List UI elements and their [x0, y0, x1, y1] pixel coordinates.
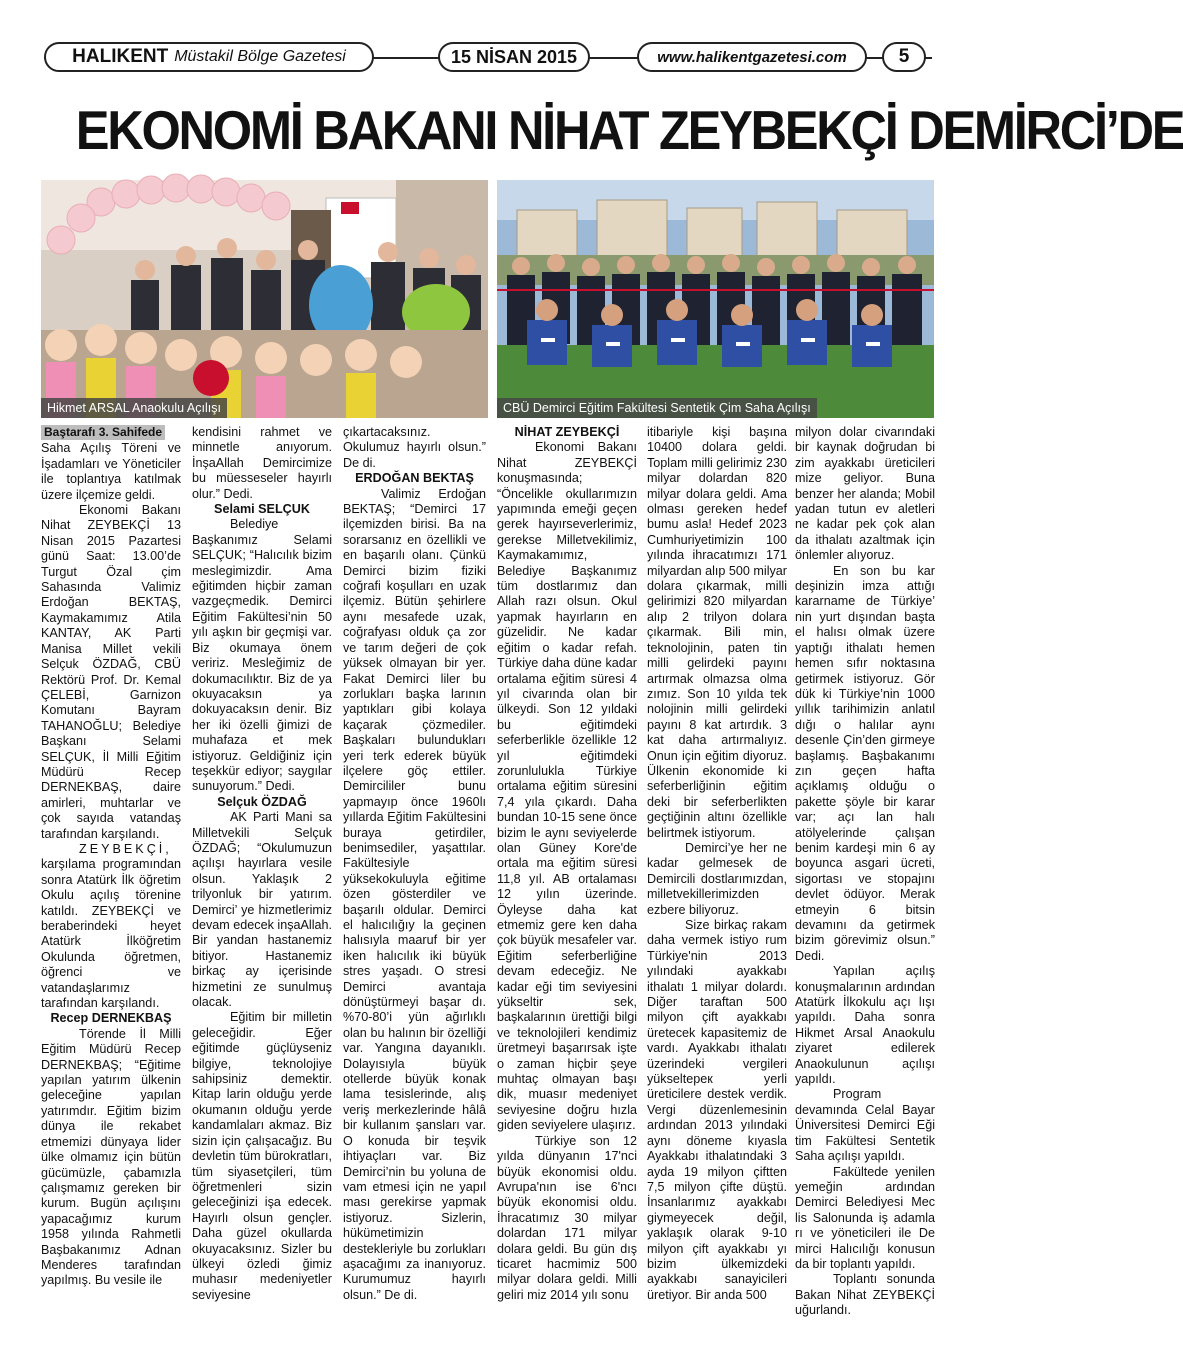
paragraph-text: karşılama programından sonra Atatürk İlk öğretim Okulu açılış törenine katıldı. ZEYBEKÇİ ve beraberindeki heyet Atatürk İlköğretim Okulunda öğretmen, öğrenci ve vatandaşlarımız tarafından karşılandı.: [41, 857, 181, 1011]
paragraph: Valimiz Erdoğan BEKTAŞ; “Demirci 17 ilçemizden birisi. Ba na sorarsanız en özellikli ve en başarılı olanı. Çünkü Demirci bizim fiziki coğrafi koşulları en uzak ilçemiz. Bütün şehirlere aynı mesafede uzak, coğrafyası olduk ça zor ve tarım değeri de çok yüksek olmayan bir yer. Fakat Demirci liler bu zorlukları başka larının yaptıkları gibi kolaya kaçarak çözmediler. Başkaları bulundukları yeri terk ederek büyük ilçelere göç ettiler. Demircililer bunu yapmayıp önce 1960lı yıllarda Eğitim Fakültesini buraya getirdiler, benimsediler, yaşattılar. Fakültesiyle yüksekokuluyla eğitime özen gösterdiler ve başarılı oldular. Demirci el halıcılığıy la geçinen halısıyla maaruf bir yer iken halıcılık iki büyük stres yaşadı. O stresi Demirci avantaja dönüştürmeyi başar dı. %70-80’i yün ağırlıklı olan bu halının bir özelliği var. Yangına dayanıklı. Dolayısıyla büyük otellerde büyük konak lama tesislerinde, alış veriş merkezlerinde hâlâ bir kullanım şansları var. O konuda bir teşvik ihtiyaçları var. Biz Demirci’nin bu yoluna de vam etmesi için ne yapıl ması gerekirse yapmak istiyoruz. Sizlerin, hükümetimizin destekleriyle bu zorlukları aşacağımı za inanıyoruz. Kurumumuz hayırlı olsun.” De di.: [343, 486, 486, 1302]
paragraph: itibariyle kişi başına 10400 dolara geldi. Toplam milli gelirimiz 230 milyar dolardan 820 milyar dolara geldi. Ama olması gereken hedef bumu asla! Hedef 2023 Cumhuriyetimizin 100 yılında ihracatımızı 171 milyardan alıp 500 milyar dolara çıkarmak, milli gelirimizi 820 milyardan alıp 2 trilyon dolara çıkarmak. Bili min, teknolojinin, paten tin milli gelirdeki payını artırmak olmazsa olma zımız. Son 10 yılda tek nolojinin milli gelirdeki payını 8 kat artırdık. 3 kat daha artırmalıyız. Onun için eğitim diyoruz. Ülkenin ekonomide ki seferberliğinin eğitim deki bir seferberlikten geçtiğinin altını özellikle belirtmek istiyorum.: [647, 425, 787, 840]
paragraph: Fakültede yenilen yemeğin ardından Demirci Belediyesi Mec lis Salonunda iş adamla rı ve yöneticileri ile De mirci Halıcılığı konusun da bir toplantı yapıldı.: [795, 1164, 935, 1271]
paragraph: milyon dolar civarındaki bir kaynak doğrudan bi zim ayakkabı üreticileri mize geliyor. Buna benzer her alanda; Mobil yadan tutun ev aletleri ne kadar pek çok alan da ithalatı azaltmak için önlemler alıyoruz.: [795, 425, 935, 563]
paragraph: Yapılan açılış konuşmalarının ardından Atatürk İlkokulu açı lışı yapıldı. Daha sonra Hikmet Arsal Anaokulu ziyaret edilerek Anaokulunun açılışı yapıldı.: [795, 964, 935, 1087]
paper-name-pill: [44, 42, 374, 72]
paragraph: Demirci’ye her ne kadar gelmesek de Demircili dostlarımızdan, milletvekillerimizden ezbere biliyoruz.: [647, 840, 787, 917]
page-number: 5: [882, 42, 926, 72]
paragraph: çıkartacaksınız. Okulumuz hayırlı olsun.” De di.: [343, 425, 486, 470]
paragraph: Toplantı sonunda Bakan Nihat ZEYBEKÇİ uğurlandı.: [795, 1272, 935, 1318]
article-column-1: [41, 425, 181, 1289]
article-column-4: [497, 425, 637, 1303]
subheading-recep: Recep DERNEKBAŞ: [50, 1011, 172, 1026]
article-column-2: [192, 425, 332, 1303]
photo-kindergarten-opening: [41, 180, 488, 418]
photo-stadium-image: [497, 180, 934, 418]
paragraph: Türkiye son 12 yılda dünyanın 17'nci büyük ekonomisi oldu. Avrupa'nın ise 6'ncı büyük ekonomisi oldu. İhracatımız 30 milyar dolardan 171 milyar dolara geldi. Bu gün dış ticaret hacmimiz 500 milyar dolara geldi. Milli geliri miz 2014 yılı sonu: [497, 1133, 637, 1302]
paragraph: Ekonomi Bakanı Nihat ZEYBEKÇİ 13 Nisan 2015 Pazartesi günü Saat: 13.00’de Turgut Özal çim Sahasında Valimiz Erdoğan BEKTAŞ, Kaymakamımız Atila KANTAY, AK Parti Manisa Millet vekili Selçuk ÖZDAĞ, CBÜ Rektörü Prof. Dr. Kemal ÇELEBİ, Garnizon Komutanı Bayram TAHANOĞLU; Belediye Başkanı Selami SELÇUK, İl Milli Eğitim Müdürü Recep DERNEKBAŞ, daire amirleri, muhtarlar ve çok sayıda vatandaş tarafından karşılandı.: [41, 503, 181, 841]
website-link[interactable]: www.halikentgazetesi.com: [637, 42, 867, 72]
paragraph: Program devamında Celal Bayar Üniversitesi Demirci Eği tim Fakültesi Sentetik Saha açılışı yapıldı.: [795, 1087, 935, 1164]
photo-left-caption: Hikmet ARSAL Anaokulu Açılışı: [41, 398, 227, 418]
paper-subtitle: Müstakil Bölge Gazetesi: [174, 48, 346, 65]
paragraph: kendisini rahmet ve minnetle anıyorum. İnşaAllah Demircimize bu müesseseler hayırlı olur.” Dedi.: [192, 425, 332, 501]
article-column-6: [795, 425, 935, 1319]
subheading-selcuk: Selçuk ÖZDAĞ: [217, 794, 307, 809]
continued-tag: Baştarafı 3. Sahifede: [41, 425, 165, 440]
paragraph: Eğitim bir milletin geleceğidir. Eğer eğitimde güçlüyseniz bilgiye, teknolojiye sahipsiniz demektir. Kitap larin olduğu yerde okumanın olduğu yerde kandamlaları akmaz. Biz sizin için çalışacağız. Bu devletin tüm bürokratları, tüm siyasetçileri, tüm öğretmenleri sizin geleceğinizi işa edecek. Hayırlı olsun gençler. Daha güzel okullarda okuyacaksınız. Sizler bu ülkeyi özledi ğimiz muhasır medeniyetler seviyesine: [192, 1010, 332, 1302]
paragraph: Saha Açılış Töreni ve İşadamları ve Yöneticiler ile toplantıya katılmak üzere ilçemize geldi.: [41, 441, 181, 502]
subheading-nihat: NİHAT ZEYBEKÇİ: [514, 425, 620, 439]
zeybekci-name: ZEYBEKÇİ,: [79, 841, 172, 856]
subheading-selami: Selami SELÇUK: [214, 502, 310, 517]
paragraph: Ekonomi Bakanı Nihat ZEYBEKÇİ konuşmasında; “Öncelikle okullarımızın yapımında emeği geçen gerek hayırseverlerimiz, gerekse Milletvekilimiz, Kaymakamımız, Belediye Başkanımız tüm dostlarımız dan Allah razı olsun. Okul yapmak hayırların en güzelidir. Ne kadar eğitim o kadar refah. Türkiye daha düne kadar ortalama eğitim süresi 4 yıl civarında olan bir ülkeydi. Son 12 yıldaki bu eğitimdeki seferberlikle özellikle 12 yıl eğitimdeki zorunlulukla Türkiye ortalama eğitim süresini 7,4 yıla çıkardı. Daha bundan 10-15 sene önce bizim le aynı seviyelerde olan Güney Kore'de ortala ma eğitim süresi 11,8 yıl. AB ortalaması 12 yılın üzerinde. Öyleyse daha kat etmemiz gere ken daha çok büyük mesafeler var. Eğitim seferberliğine devam edeceğiz. Ne kadar eği tim seviyesini yükseltir sek, başkalarının ürettiği bilgi ve teknolojileri kendimiz üretmeyi başarırsak işte o zaman hiçbir şeye muhtaç olmayan başı dik, muasır medeniyet seviyesine doğru hızla giden seviyelere ulaşırız.: [497, 440, 637, 1133]
paragraph: AK Parti Mani sa Milletvekili Selçuk ÖZDAĞ; “Okulumuzun açılışı hayırlara vesile olsun. Yaklaşık 2 trilyonluk bir yatırım. Demirci’ ye hizmetlerimiz devam edecek inşaAllah. Bir yandan hastanemiz bitiyor. Hastanemiz birkaç ay içerisinde hizmetini ze sunulmuş olacak.: [192, 810, 333, 1010]
photo-kindergarten-image: [41, 180, 488, 418]
photo-right-caption: CBÜ Demirci Eğitim Fakültesi Sentetik Çim Saha Açılışı: [497, 398, 817, 418]
paragraph: Belediye Başkanımız Selami SELÇUK; “Halıcılık bizim meslegimizdir. Ama eğitimden hiçbir zaman vazgeçmedik. Demirci Eğitim Fakültesi’nin 50 yılı aşkın bir geçmişi var. Biz okumaya önem veririz. Mesleğimiz de dokumacılıktır. Biz de ya okuyacaksın ya dokuyacaksın denir. Biz her iki özelli ğimizi de muhafaza et mek istiyoruz. Geldiğiniz için teşekkür ediyor; saygılar sunuyorum.” Dedi.: [192, 517, 332, 794]
article-column-3: [343, 425, 486, 1303]
subheading-erdogan: ERDOĞAN BEKTAŞ: [355, 471, 474, 486]
paragraph: [41, 842, 181, 1011]
paper-name: HALIKENT: [72, 46, 169, 67]
headline: EKONOMİ BAKANI NİHAT ZEYBEKÇİ DEMİRCİ’DE: [75, 99, 1183, 161]
issue-date: 15 NİSAN 2015: [438, 42, 590, 72]
article-column-5: [647, 425, 787, 1303]
paragraph: Törende İl Milli Eğitim Müdürü Recep DERNEKBAŞ; “Eğitime yapılan yatırım ülkenin geleceğine yapılan yatırımdır. Eğitim bizim dünya ile rekabet etmemizi dünyaya lider ülke olmamız için bütün gücümüzle, çabamızla çalışmamız gereken bir kurum. Bugün açılışını yapacağımız kurum 1958 yılında Rahmetli Başbakanımız Adnan Menderes tarafından yapılmış. Bu vesile ile: [41, 1026, 181, 1288]
paragraph: En son bu kar deşinizin imza attığı kararname de Türkiye’ nin yurt dışından başta el halısı olmak üzere yaptığı ithalatı hemen hemen sıfır noktasına getirmek istiyoruz. Gör dük ki Türkiye’nin 1000 yıllık tarihimizin anlatıl dığı o halılar aynı desenle Çin’den girmeye başlamış. Başbakanımı zın geçen hafta açıklamış olduğu o pakette şöyle bir karar var; açı lan halı atölyelerinde çalışan benim kardeşi min 6 ay boyunca asgari ücreti, sigortası ve stopajını devlet ödüyor. Merak etmeyin 6 bitsin devamını da getirmek bizim görevimiz olsun.” Dedi.: [795, 563, 935, 963]
photo-stadium-opening: [497, 180, 934, 418]
paragraph: Size birkaç rakam daha vermek istiyo rum Türkiye'nin 2013 yılındaki ayakkabı ithalatı 1 milyar dolardı. Diğer taraftan 500 milyon çift ayakkabı üretecek kapasitemiz de vardı. Ayakkabı ithalatı üzerindeki vergileri yükseltерек yerli üreticilere destek verdik. Vergi düzenlemesinin ardından 2013 yılındaki aynı döneme kıyasla Ayakkabı ithalatındaki 3 ayda 19 milyon çiftten 7,5 milyon çifte düştü. İnsanlarımız ayakkabı giymeyecek değil, yaklaşık olarak 9-10 milyon çift ayakkabı yı bizim ülkemizdeki ayakkabı sanayicileri üretiyor. Bir anda 500: [647, 918, 787, 1302]
